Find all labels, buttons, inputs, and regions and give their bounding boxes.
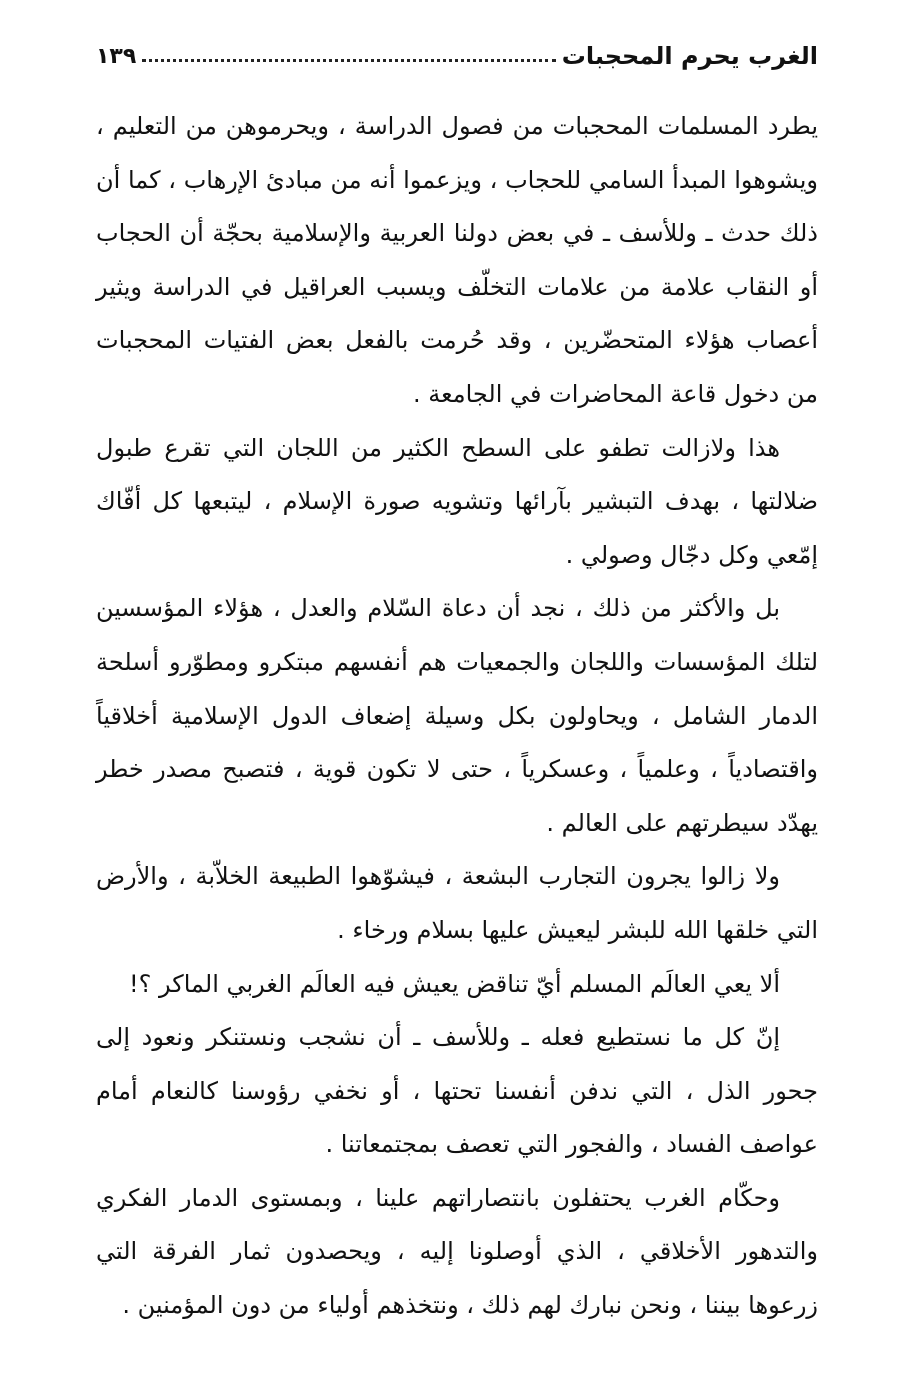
paragraph: هذا ولازالت تطفو على السطح الكثير من اللجان التي تقرع طبول ضلالتها ، بهدف التبشير بآرائها وتشويه صورة الإسلام ، ليتبعها كل أفّاك إمّعي وكل دجّال وصولي .	[96, 433, 818, 569]
running-header-title: الغرب يحرم المحجبات	[561, 42, 818, 70]
page-number: ١٣٩	[96, 44, 137, 69]
header-dot-leader	[142, 59, 555, 62]
paragraph: بل والأكثر من ذلك ، نجد أن دعاة السّلام والعدل ، هؤلاء المؤسسين لتلك المؤسسات واللجان والجمعيات هم أنفسهم مبتكرو ومطوّرو أسلحة الدمار الشامل ، ويحاولون بكل وسيلة إضعاف الدول الإسلامية أخلاقياً واقتصادياً ، وعلمياً ، وعسكرياً ، حتى لا تكون قوية ، فتصبح مصدر خطر يهدّد سيطرتهم على العالم .	[96, 594, 818, 837]
running-header	[96, 28, 818, 68]
paragraph: إنّ كل ما نستطيع فعله ـ وللأسف ـ أن نشجب ونستنكر ونعود إلى جحور الذل ، التي ندفن أنفسنا تحتها ، أو نخفي رؤوسنا كالنعام أمام عواصف الفساد ، والفجور التي تعصف بمجتمعاتنا .	[96, 1023, 818, 1159]
paragraph: ولا زالوا يجرون التجارب البشعة ، فيشوّهوا الطبيعة الخلاّبة ، والأرض التي خلقها الله للبشر ليعيش عليها بسلام ورخاء .	[96, 862, 818, 944]
paragraph: ألا يعي العالَم المسلم أيّ تناقض يعيش فيه العالَم الغربي الماكر ؟!	[129, 969, 780, 998]
body-text	[96, 100, 818, 1333]
paragraph: يطرد المسلمات المحجبات من فصول الدراسة ، ويحرموهن من التعليم ، ويشوهوا المبدأ السامي للحجاب ، ويزعموا أنه من مبادئ الإرهاب ، كما أن ذلك حدث ـ وللأسف ـ في بعض دولنا العربية والإسلامية بحجّة أن الحجاب أو النقاب علامة من علامات التخلّف ويسبب العراقيل في الدراسة ويثير أعصاب هؤلاء المتحضّرين ، وقد حُرمت بالفعل بعض الفتيات المحجبات من دخول قاعة المحاضرات في الجامعة .	[96, 112, 818, 408]
paragraph: وحكّام الغرب يحتفلون بانتصاراتهم علينا ، وبمستوى الدمار الفكري والتدهور الأخلاقي ، الذي أوصلونا إليه ، ويحصدون ثمار الفرقة التي زرعوها بيننا ، ونحن نبارك لهم ذلك ، ونتخذهم أولياء من دون المؤمنين .	[96, 1183, 818, 1320]
